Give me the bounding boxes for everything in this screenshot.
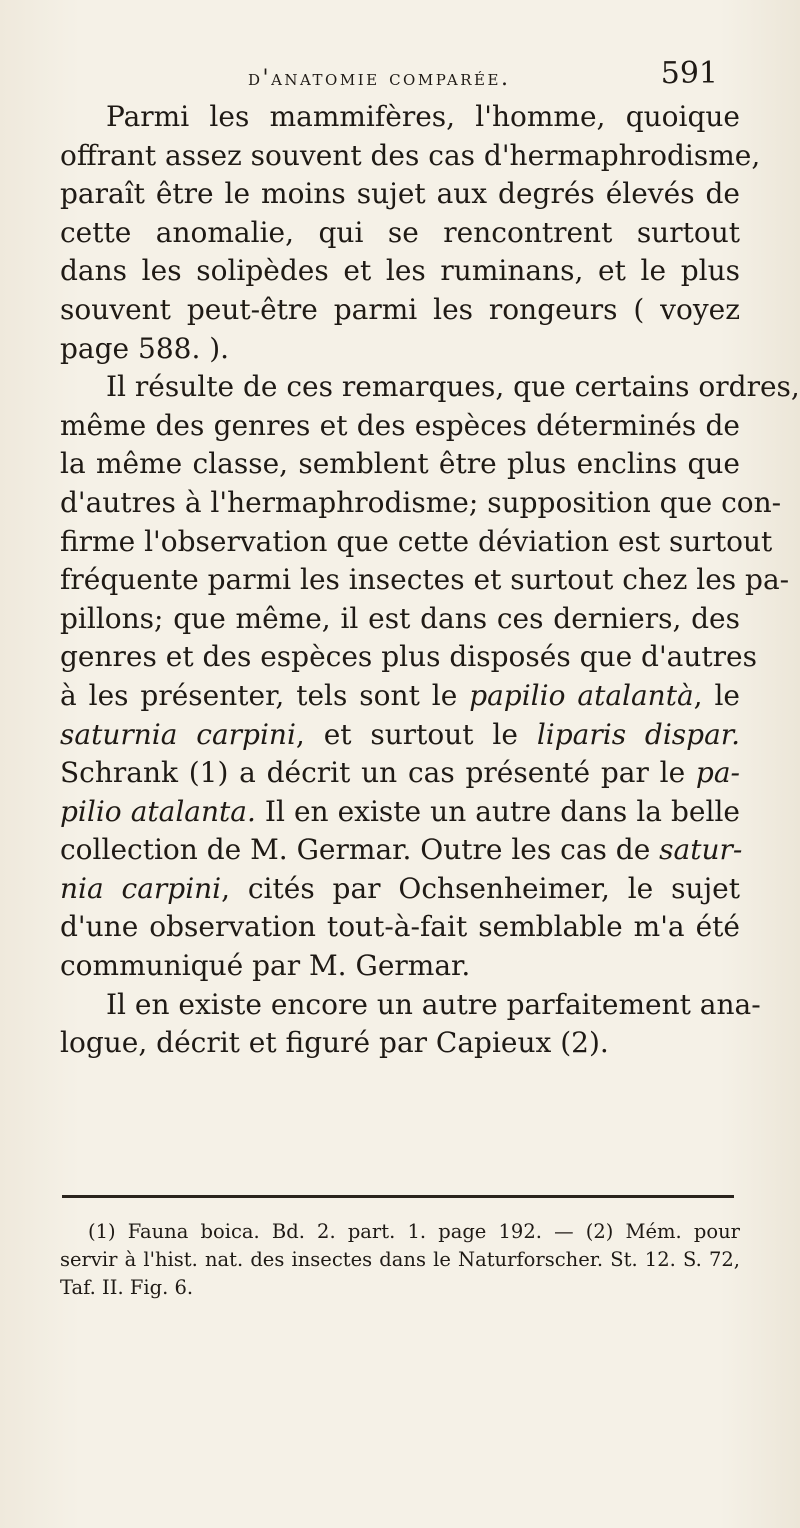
footnote-separator-rule xyxy=(62,1195,734,1198)
italic-term: nia carpini xyxy=(60,871,222,905)
paragraph-mammiferes xyxy=(60,98,761,368)
line-text: même des genres et des espèces déterminés de xyxy=(60,408,740,442)
line-text: à les présenter, tels sont le xyxy=(60,678,470,712)
line-text: pillons; que même, il est dans ces derniers, des xyxy=(60,601,740,635)
text-line xyxy=(60,754,740,793)
running-title: d'anatomie comparée. xyxy=(248,66,511,91)
italic-term: pilio atalanta. xyxy=(60,794,256,828)
text-line xyxy=(60,793,740,832)
page-number: 591 xyxy=(660,56,718,91)
line-text: Il en existe un autre dans la belle xyxy=(255,794,740,828)
line-text: offrant assez souvent des cas d'hermaphrodisme, xyxy=(60,138,761,172)
paragraph-remarques xyxy=(60,368,800,986)
line-text: , le xyxy=(693,678,740,712)
text-line xyxy=(60,252,740,291)
line-text: d'autres à l'hermaphrodisme; supposition que con- xyxy=(60,485,782,519)
text-line xyxy=(60,291,740,330)
text-line xyxy=(60,330,740,369)
line-text: d'une observation tout-à-fait semblable m'a été xyxy=(60,910,740,944)
text-line xyxy=(60,638,757,677)
text-line xyxy=(60,214,740,253)
text-line xyxy=(60,407,740,446)
italic-term: papilio atalantà xyxy=(469,678,694,712)
footnote-line: servir à l'hist. nat. des insectes dans le Naturforscher. St. 12. S. 72, xyxy=(60,1248,740,1271)
text-line xyxy=(60,870,740,909)
line-text: logue, décrit et figuré par Capieux (2). xyxy=(60,1026,609,1060)
line-text: genres et des espèces plus disposés que d'autres xyxy=(60,640,757,674)
text-line xyxy=(60,561,790,600)
text-line xyxy=(60,484,782,523)
text-line xyxy=(60,445,740,484)
line-text: fréquente parmi les insectes et surtout chez les pa- xyxy=(60,563,790,597)
text-line xyxy=(60,908,740,947)
text-line xyxy=(60,1024,740,1063)
page-header xyxy=(248,56,718,94)
line-text: Parmi les mammifères, l'homme, quoique xyxy=(106,100,740,133)
line-text: cette anomalie, qui se rencontrent surtout xyxy=(60,215,740,249)
text-line xyxy=(60,98,740,137)
italic-term: satur- xyxy=(659,833,743,867)
line-text: communiqué par M. Germar. xyxy=(60,949,471,983)
text-line xyxy=(60,600,740,639)
line-text: , cités par Ochsenheimer, le sujet xyxy=(221,871,740,905)
text-line xyxy=(60,716,740,755)
line-text: Schrank (1) a décrit un cas présenté par le xyxy=(60,756,696,790)
line-text: paraît être le moins sujet aux degrés élevés de xyxy=(60,177,740,211)
text-line xyxy=(60,986,761,1025)
footnotes xyxy=(60,1218,740,1302)
line-text: , et surtout le xyxy=(295,717,537,751)
line-text: Il résulte de ces remarques, que certains ordres, xyxy=(106,370,800,404)
text-line xyxy=(60,137,761,176)
line-text: page 588. ). xyxy=(60,331,230,365)
line-text: dans les solipèdes et les ruminans, et le plus xyxy=(60,254,740,288)
line-text: firme l'observation que cette déviation est surtout xyxy=(60,524,773,558)
italic-term: pa- xyxy=(695,756,740,790)
footnote-line: (1) Fauna boica. Bd. 2. part. 1. page 192. — (2) Mém. pour xyxy=(88,1220,740,1243)
text-line xyxy=(60,368,800,407)
italic-term: saturnia carpini xyxy=(60,717,296,751)
paragraph-capieux xyxy=(60,986,761,1063)
italic-term: liparis dispar. xyxy=(536,717,741,751)
text-line xyxy=(60,175,740,214)
line-text: souvent peut-être parmi les rongeurs ( voyez xyxy=(60,292,740,326)
line-text: la même classe, semblent être plus enclins que xyxy=(60,447,740,481)
main-text xyxy=(60,98,800,1063)
text-line xyxy=(60,677,740,716)
footnote-line: Taf. II. Fig. 6. xyxy=(60,1276,194,1299)
text-line xyxy=(60,831,743,870)
text-line xyxy=(60,947,740,986)
text-line xyxy=(60,523,773,562)
line-text: Il en existe encore un autre parfaitement ana- xyxy=(106,987,761,1021)
line-text: collection de M. Germar. Outre les cas de xyxy=(60,833,660,867)
